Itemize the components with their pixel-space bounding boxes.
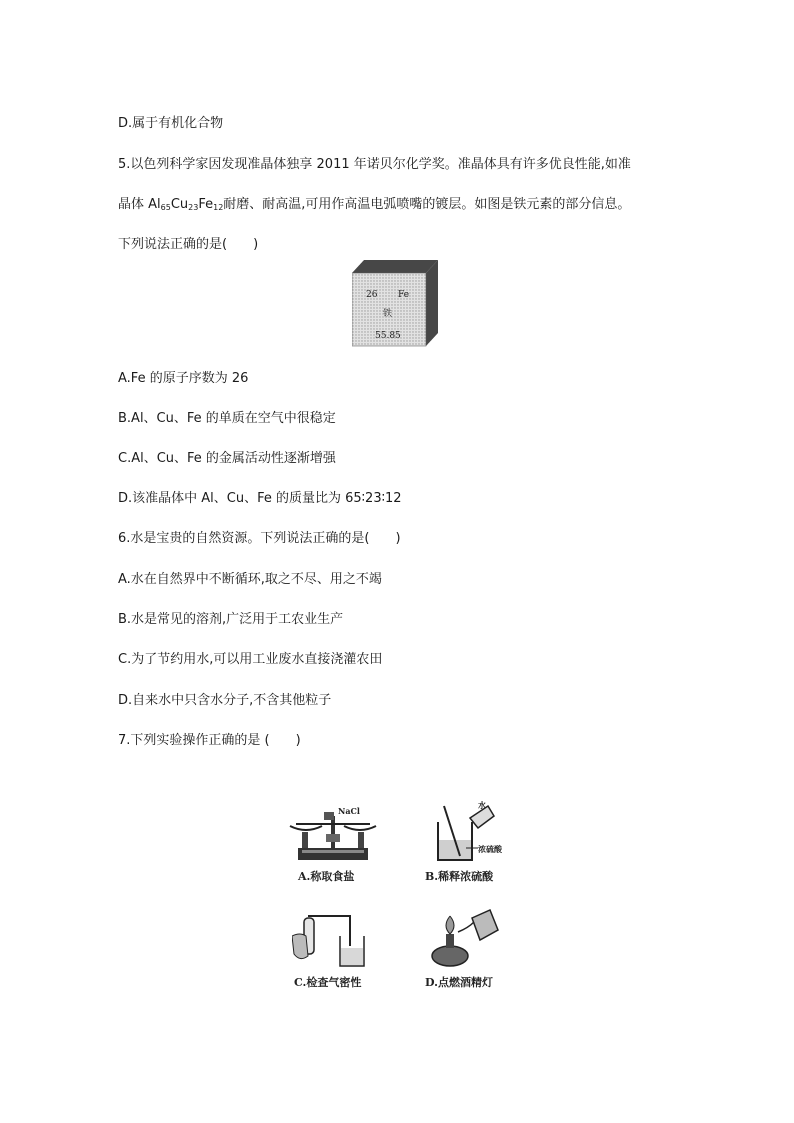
q6-option-a: A.水在自然界中不断循环,取之不尽、用之不竭 [118,572,382,587]
element-symbol: Fe [398,290,410,300]
q5-option-b: B.Al、Cu、Fe 的单质在空气中很稳定 [118,411,336,426]
q6-option-d: D.自来水中只含水分子,不含其他粒子 [118,693,332,708]
element-name: 铁 [383,309,393,319]
q5-option-a: A.Fe 的原子序数为 26 [118,371,249,386]
q4-option-d: D.属于有机化合物 [118,116,224,131]
figure-a-caption: A.称取食盐 [298,870,355,883]
figure-d-alcohol-lamp [428,906,500,970]
q6-option-b: B.水是常见的溶剂,广泛用于工农业生产 [118,612,344,627]
figure-a-balance [288,804,378,864]
figure-c-airtight [292,906,372,970]
q7-stem: 7.下列实验操作正确的是 ( ) [118,733,301,748]
iron-element-cube [352,259,438,347]
element-number: 26 [366,290,378,300]
acid-label: 浓硫酸 [478,844,502,854]
test-tube-icon [292,906,372,970]
water-label: 水 [478,800,486,810]
q6-stem: 6.水是宝贵的自然资源。下列说法正确的是( ) [118,531,401,546]
figure-b-caption: B.稀释浓硫酸 [425,870,494,883]
q5-stem-line3: 下列说法正确的是( ) [118,237,259,252]
nacl-label: NaCl [338,806,360,816]
element-mass: 55.85 [375,331,401,341]
q5-stem-line1: 5.以色列科学家因发现准晶体独享 2011 年诺贝尔化学奖。准晶体具有许多优良性能,如准 [118,157,631,172]
q5-option-c: C.Al、Cu、Fe 的金属活动性逐渐增强 [118,451,336,466]
q5-stem-line2: 晶体 $Al_{65}Cu_{23}Fe_{12}$耐磨、耐高温,可用作高温电弧喷嘴的镀层。如图是铁元素的部分信息。 [118,197,631,212]
figure-c-caption: C.检查气密性 [294,976,362,989]
alcohol-lamp-icon [428,906,500,970]
figure-d-caption: D.点燃酒精灯 [425,976,493,989]
balance-icon [288,804,378,864]
q5-option-d: D.该准晶体中 Al、Cu、Fe 的质量比为 65∶23∶12 [118,491,402,506]
q6-option-c: C.为了节约用水,可以用工业废水直接浇灌农田 [118,652,383,667]
